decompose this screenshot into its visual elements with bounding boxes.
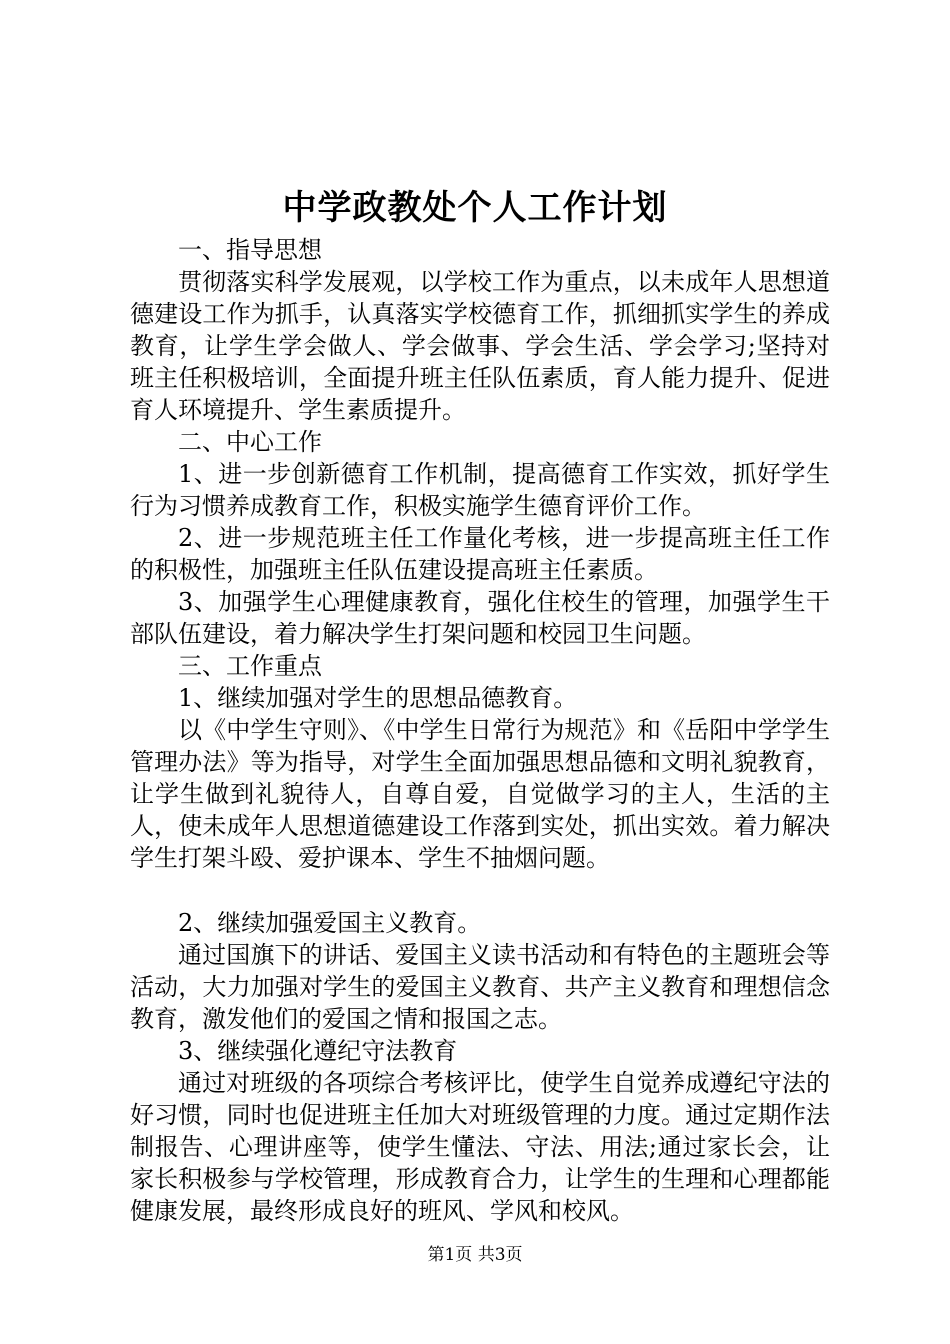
paragraph-law-education: 通过对班级的各项综合考核评比，使学生自觉养成遵纪守法的好习惯，同时也促进班主任加大对班级管理的力度。通过定期作法制报告、心理讲座等，使学生懂法、守法、用法;通过家长会，让家长积极参与学校管理，形成教育合力，让学生的生理和心理都能健康发展，最终形成良好的班风、学风和校风。 xyxy=(130,1069,830,1225)
paragraph-central-work-3: 3、加强学生心理健康教育，强化住校生的管理，加强学生干部队伍建设，着力解决学生打架问题和校园卫生问题。 xyxy=(130,588,830,648)
paragraph-guiding-ideology: 贯彻落实科学发展观，以学校工作为重点，以未成年人思想道德建设工作为抓手，认真落实学校德育工作，抓细抓实学生的养成教育，让学生学会做人、学会做事、学会生活、学会学习;坚持对班主任积极培训，全面提升班主任队伍素质，育人能力提升、促进育人环境提升、学生素质提升。 xyxy=(130,268,830,424)
paragraph-central-work-2: 2、进一步规范班主任工作量化考核，进一步提高班主任工作的积极性，加强班主任队伍建设提高班主任素质。 xyxy=(130,524,830,584)
paragraph-patriotic-education: 通过国旗下的讲话、爱国主义读书活动和有特色的主题班会等活动，大力加强对学生的爱国主义教育、共产主义教育和理想信念教育，激发他们的爱国之情和报国之志。 xyxy=(130,941,830,1033)
subheading-patriotic-education: 2、继续加强爱国主义教育。 xyxy=(178,909,482,937)
section-heading-central-work: 二、中心工作 xyxy=(178,428,322,456)
section-heading-key-work: 三、工作重点 xyxy=(178,652,322,680)
section-heading-guiding-ideology: 一、指导思想 xyxy=(178,236,322,264)
subheading-moral-education: 1、继续加强对学生的思想品德教育。 xyxy=(178,684,578,712)
document-title: 中学政教处个人工作计划 xyxy=(282,188,668,228)
paragraph-central-work-1: 1、进一步创新德育工作机制，提高德育工作实效，抓好学生行为习惯养成教育工作，积极实施学生德育评价工作。 xyxy=(130,460,830,520)
paragraph-moral-education: 以《中学生守则》、《中学生日常行为规范》和《岳阳中学学生管理办法》等为指导，对学生全面加强思想品德和文明礼貌教育，让学生做到礼貌待人，自尊自爱，自觉做学习的主人，生活的主人，使未成年人思想道德建设工作落到实处，抓出实效。着力解决学生打架斗殴、爱护课本、学生不抽烟问题。 xyxy=(130,716,830,872)
subheading-law-education: 3、继续强化遵纪守法教育 xyxy=(178,1037,458,1065)
document-body xyxy=(130,234,830,1227)
page-number-footer: 第1页 共3页 xyxy=(427,1245,523,1265)
